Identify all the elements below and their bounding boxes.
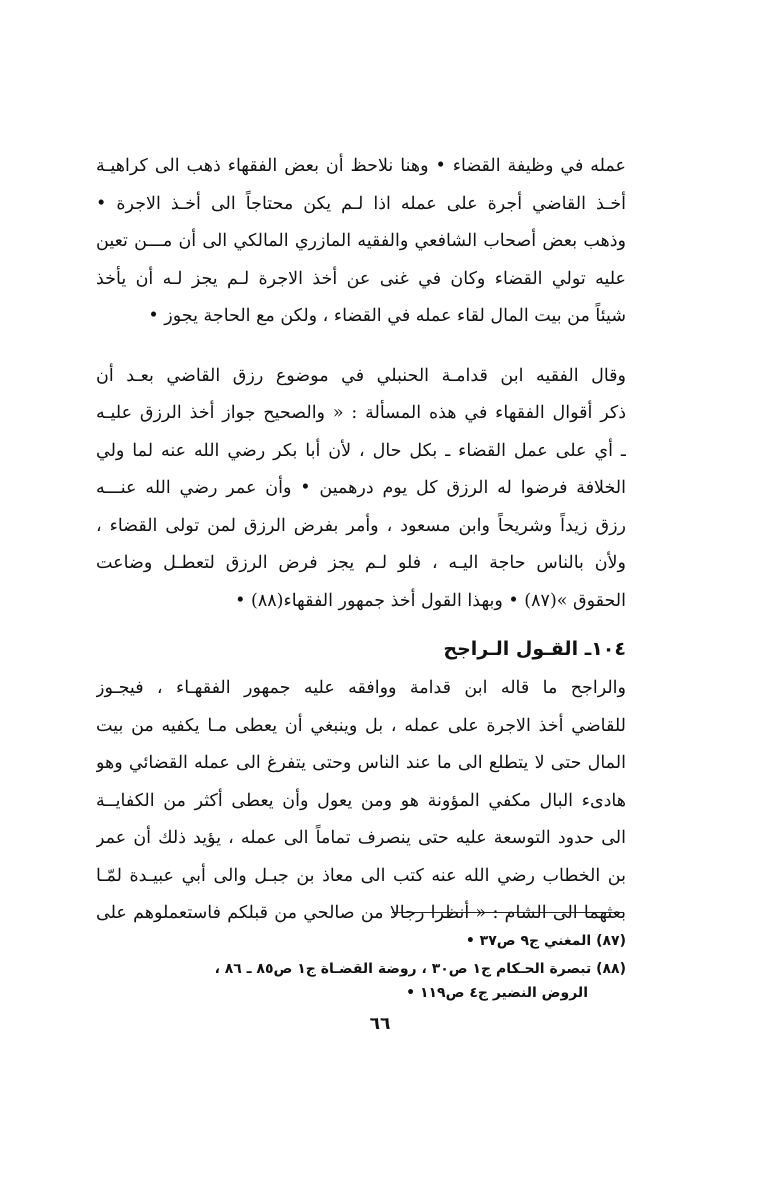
text-line: ولأن بالناس حاجة اليـه ، فلو لـم يجز فرض الرزق لتعطـل وضاعت (96, 553, 626, 573)
text-line: عمله في وظيفة القضاء • وهنا نلاحظ أن بعض الفقهاء ذهب الى كراهيـة (96, 156, 626, 176)
text-line: بن الخطاب رضي الله عنه كتب الى معاذ بن جبـل والى أبي عبيـدة لمّـا (96, 865, 626, 886)
footnote-divider (392, 912, 624, 913)
paragraph-2 (96, 358, 626, 621)
text-line: وذهب بعض أصحاب الشافعي والفقيه المازري المالكي الى أن مـــن تعين (96, 231, 626, 251)
footnote-88-line-1: (٨٨) تبصرة الحـكام ج١ ص٣٠ ، روضة القضـاة ج١ ص٨٥ ـ ٨٦ ، (214, 961, 626, 977)
footnote-88-line-2: الروض النضير ج٤ ص١١٩ • (406, 985, 588, 1001)
text-line: أخـذ القاضي أجرة على عمله اذا لـم يكن محتاجاً الى أخـذ الاجرة • (96, 193, 626, 214)
text-line: للقاضي أخذ الاجرة على عمله ، بل وينبغي أن يعطى مـا يكفيه من بيت (96, 715, 626, 736)
section-heading: ١٠٤ـ القـول الـراجح (443, 638, 626, 660)
text-line: الى حدود التوسعة عليه حتى ينصرف تماماً الى عمله ، يؤيد ذلك أن عمر (96, 828, 626, 848)
text-line: رزق زيداً وشريحاً وابن مسعود ، وأمر بفرض الرزق لمن تولى القضاء ، (96, 515, 626, 536)
footnotes (96, 925, 626, 1005)
paragraph-1 (96, 148, 626, 336)
text-line: شيئاً من بيت المال لقاء عمله في القضاء ، ولكن مع الحاجة يجوز • (148, 306, 626, 326)
footnote-88 (96, 957, 626, 1005)
page-number: ٦٦ (369, 1014, 391, 1034)
text-line: بعثهما الى الشام : « أنظرا رجالا من صالحي من قبلكم فاستعملوهم على (96, 903, 626, 923)
text-line: ـ أي على عمل القضاء ـ بكل حال ، لأن أبا بكر رضي الله عنه لما ولي (96, 440, 626, 461)
text-line: الحقوق »(٨٧) • وبهذا القول أخذ جمهور الفقهاء(٨٨) • (235, 590, 626, 611)
footnote-87: (٨٧) المغني ج٩ ص٣٧ • (465, 933, 626, 949)
text-line: الخلافة فرضوا له الرزق كل يوم درهمين • وأن عمر رضي الله عنـــه (96, 478, 626, 498)
text-line: المال حتى لا يتطلع الى ما عند الناس وحتى يتفرغ الى عمله القضائي وهو (96, 753, 626, 773)
text-line: هادىء البال مكفي المؤونة هو ومن يعول وأن يعطى أكثر من الكفايــة (96, 790, 626, 811)
text-line: ذكر أقوال الفقهاء في هذه المسألة : « والصحيح جواز أخذ الرزق عليـه (96, 403, 626, 423)
text-line: عليه تولي القضاء وكان في غنى عن أخذ الاجرة لـم يجز لـه أن يأخذ (96, 268, 626, 289)
text-line: والراجح ما قاله ابن قدامة ووافقه عليه جمهور الفقهـاء ، فيجـوز (96, 678, 626, 698)
page-body (96, 148, 626, 933)
paragraph-3 (96, 670, 626, 933)
text-line: وقال الفقيه ابن قدامـة الحنبلي في موضوع رزق القاضي بعـد أن (96, 365, 626, 386)
